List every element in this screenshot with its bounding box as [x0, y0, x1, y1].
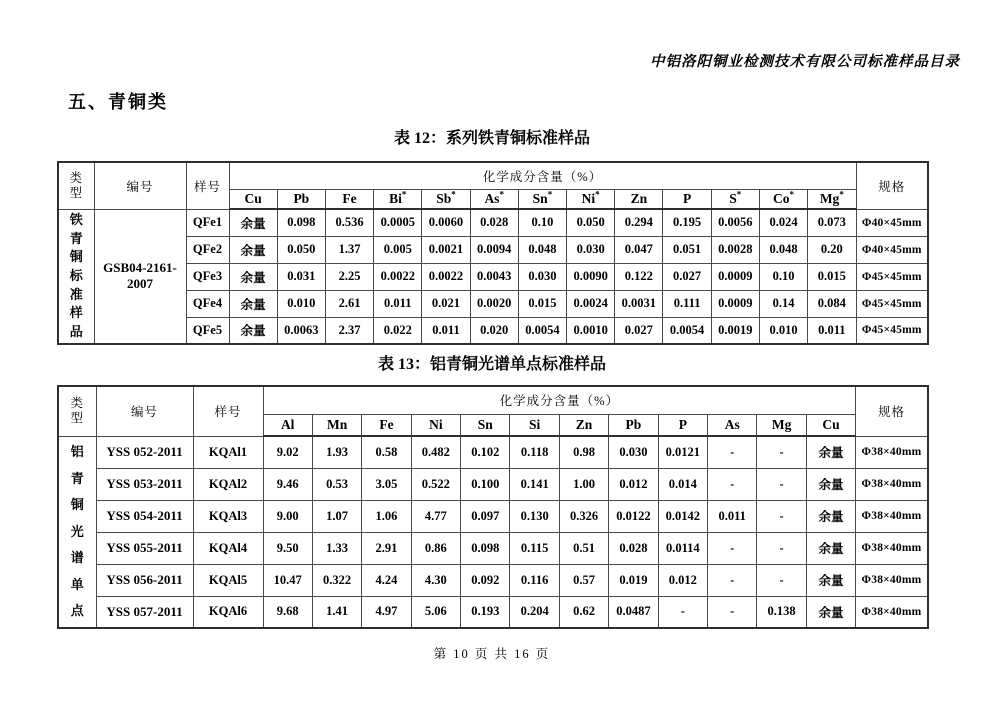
value-cell: 10.47 — [263, 564, 312, 596]
value-cell: 0.0054 — [663, 317, 711, 344]
value-cell: 0.20 — [808, 236, 856, 263]
value-cell: 0.019 — [609, 564, 658, 596]
value-cell: 9.46 — [263, 468, 312, 500]
section-title: 五、青铜类 — [68, 92, 168, 112]
value-cell: 余量 — [229, 263, 277, 290]
column-header-sn: Sn* — [518, 189, 566, 209]
code-cell: YSS 057-2011 — [96, 596, 193, 628]
value-cell: 0.111 — [663, 290, 711, 317]
value-cell: 0.027 — [663, 263, 711, 290]
value-cell: 0.014 — [658, 468, 707, 500]
value-cell: 余量 — [229, 317, 277, 344]
footnote-asterisk: * — [789, 189, 795, 200]
value-cell: 0.024 — [759, 209, 807, 236]
column-header-sample: 样号 — [193, 386, 263, 436]
footnote-asterisk: * — [401, 189, 407, 200]
value-cell: 0.012 — [658, 564, 707, 596]
value-cell: 0.536 — [325, 209, 373, 236]
column-header-as: As — [708, 414, 757, 436]
value-cell: 0.118 — [510, 436, 559, 468]
sample-cell: KQAl5 — [193, 564, 263, 596]
sample-cell: QFe5 — [186, 317, 229, 344]
column-header-si: Si — [510, 414, 559, 436]
table12-title: 表 12：系列铁青铜标准样品 — [393, 130, 590, 147]
value-cell: 0.084 — [808, 290, 856, 317]
code-cell: GSB04-2161-2007 — [94, 209, 186, 344]
value-cell: 0.86 — [411, 532, 460, 564]
value-cell: 1.00 — [559, 468, 608, 500]
value-cell: - — [658, 596, 707, 628]
code-cell: YSS 056-2011 — [96, 564, 193, 596]
value-cell: 0.011 — [374, 290, 422, 317]
column-header-type: 类 型 — [58, 162, 94, 209]
table13 — [57, 385, 929, 629]
value-cell: 0.0022 — [374, 263, 422, 290]
value-cell: 0.0090 — [567, 263, 615, 290]
spec-cell: Φ38×40mm — [856, 500, 928, 532]
value-cell: 0.011 — [422, 317, 470, 344]
value-cell: 0.027 — [615, 317, 663, 344]
column-header-pb: Pb — [277, 189, 325, 209]
spec-cell: Φ38×40mm — [856, 564, 928, 596]
value-cell: 0.0043 — [470, 263, 518, 290]
value-cell: 0.073 — [808, 209, 856, 236]
column-header-zn: Zn — [615, 189, 663, 209]
column-header-bi: Bi* — [374, 189, 422, 209]
value-cell: 1.06 — [362, 500, 411, 532]
column-header-pb: Pb — [609, 414, 658, 436]
code-cell: YSS 054-2011 — [96, 500, 193, 532]
value-cell: 0.0060 — [422, 209, 470, 236]
value-cell: 0.193 — [461, 596, 510, 628]
value-cell: 余量 — [229, 290, 277, 317]
code-cell: YSS 052-2011 — [96, 436, 193, 468]
table-row — [58, 290, 928, 317]
value-cell: 余量 — [806, 468, 855, 500]
value-cell: 2.37 — [325, 317, 373, 344]
value-cell: 0.0121 — [658, 436, 707, 468]
column-header-spec: 规格 — [856, 386, 928, 436]
value-cell: 0.012 — [609, 468, 658, 500]
value-cell: 余量 — [229, 236, 277, 263]
sample-cell: KQAl2 — [193, 468, 263, 500]
value-cell: 0.028 — [609, 532, 658, 564]
table-row — [58, 500, 928, 532]
value-cell: 1.41 — [312, 596, 361, 628]
value-cell: - — [708, 596, 757, 628]
value-cell: 4.24 — [362, 564, 411, 596]
value-cell: 1.37 — [325, 236, 373, 263]
value-cell: 0.010 — [277, 290, 325, 317]
value-cell: - — [757, 436, 806, 468]
value-cell: 0.0114 — [658, 532, 707, 564]
spec-cell: Φ45×45mm — [856, 290, 928, 317]
sample-cell: QFe1 — [186, 209, 229, 236]
column-header-as: As* — [470, 189, 518, 209]
value-cell: 0.015 — [518, 290, 566, 317]
value-cell: 4.77 — [411, 500, 460, 532]
table-row — [58, 468, 928, 500]
value-cell: 余量 — [806, 596, 855, 628]
value-cell: 0.097 — [461, 500, 510, 532]
value-cell: 0.030 — [518, 263, 566, 290]
value-cell: 0.122 — [615, 263, 663, 290]
value-cell: 0.58 — [362, 436, 411, 468]
value-cell: 0.57 — [559, 564, 608, 596]
column-header-spec: 规格 — [856, 162, 928, 209]
spec-cell: Φ45×45mm — [856, 263, 928, 290]
value-cell: 0.138 — [757, 596, 806, 628]
value-cell: 0.098 — [277, 209, 325, 236]
value-cell: 0.031 — [277, 263, 325, 290]
value-cell: 0.015 — [808, 263, 856, 290]
column-header-mg: Mg* — [808, 189, 856, 209]
value-cell: 0.005 — [374, 236, 422, 263]
value-cell: 余量 — [806, 436, 855, 468]
value-cell: - — [708, 564, 757, 596]
table-row — [58, 236, 928, 263]
value-cell: 0.0010 — [567, 317, 615, 344]
value-cell: 0.098 — [461, 532, 510, 564]
column-header-code: 编号 — [96, 386, 193, 436]
value-cell: 0.092 — [461, 564, 510, 596]
table-row — [58, 564, 928, 596]
sample-cell: QFe4 — [186, 290, 229, 317]
value-cell: 0.0022 — [422, 263, 470, 290]
value-cell: 0.048 — [518, 236, 566, 263]
value-cell: 0.322 — [312, 564, 361, 596]
value-cell: 0.0019 — [711, 317, 759, 344]
value-cell: 9.02 — [263, 436, 312, 468]
header-row — [58, 386, 928, 414]
value-cell: 0.522 — [411, 468, 460, 500]
spec-cell: Φ38×40mm — [856, 468, 928, 500]
value-cell: 0.010 — [759, 317, 807, 344]
value-cell: 0.0094 — [470, 236, 518, 263]
sample-cell: KQAl6 — [193, 596, 263, 628]
value-cell: 0.141 — [510, 468, 559, 500]
value-cell: - — [757, 468, 806, 500]
table-row — [58, 209, 928, 236]
value-cell: - — [708, 468, 757, 500]
value-cell: 0.204 — [510, 596, 559, 628]
doc-header-title: 中铝洛阳铜业检测技术有限公司标准样品目录 — [650, 54, 960, 70]
column-header-ni: Ni — [411, 414, 460, 436]
value-cell: 0.10 — [518, 209, 566, 236]
value-cell: 0.0122 — [609, 500, 658, 532]
value-cell: 0.021 — [422, 290, 470, 317]
value-cell: 0.0031 — [615, 290, 663, 317]
value-cell: 0.98 — [559, 436, 608, 468]
value-cell: 余量 — [806, 532, 855, 564]
value-cell: 4.97 — [362, 596, 411, 628]
value-cell: 0.0054 — [518, 317, 566, 344]
table-row — [58, 532, 928, 564]
value-cell: 0.326 — [559, 500, 608, 532]
value-cell: 0.0028 — [711, 236, 759, 263]
value-cell: 0.0142 — [658, 500, 707, 532]
header-row — [58, 162, 928, 189]
column-header-sb: Sb* — [422, 189, 470, 209]
spec-cell: Φ38×40mm — [856, 596, 928, 628]
table12-body — [58, 209, 928, 344]
column-header-code: 编号 — [94, 162, 186, 209]
value-cell: - — [708, 436, 757, 468]
value-cell: 余量 — [229, 209, 277, 236]
value-cell: 0.130 — [510, 500, 559, 532]
page-footer: 第 10 页 共 16 页 — [433, 647, 551, 661]
sample-cell: KQAl3 — [193, 500, 263, 532]
value-cell: 5.06 — [411, 596, 460, 628]
footnote-asterisk: * — [499, 189, 504, 200]
value-cell: 0.62 — [559, 596, 608, 628]
value-cell: 0.0056 — [711, 209, 759, 236]
value-cell: 0.51 — [559, 532, 608, 564]
value-cell: 0.53 — [312, 468, 361, 500]
value-cell: 0.0487 — [609, 596, 658, 628]
column-header-p: P — [658, 414, 707, 436]
value-cell: 0.10 — [759, 263, 807, 290]
column-header-cu: Cu — [806, 414, 855, 436]
value-cell: - — [757, 500, 806, 532]
value-cell: 0.050 — [277, 236, 325, 263]
spec-cell: Φ40×45mm — [856, 209, 928, 236]
column-header-type: 类 型 — [58, 386, 96, 436]
value-cell: 0.011 — [708, 500, 757, 532]
column-header-p: P — [663, 189, 711, 209]
value-cell: 0.294 — [615, 209, 663, 236]
column-header-al: Al — [263, 414, 312, 436]
value-cell: 0.0024 — [567, 290, 615, 317]
value-cell: 9.00 — [263, 500, 312, 532]
column-header-cu: Cu — [229, 189, 277, 209]
column-header-mn: Mn — [312, 414, 361, 436]
value-cell: 2.61 — [325, 290, 373, 317]
value-cell: 0.116 — [510, 564, 559, 596]
table12 — [57, 161, 929, 345]
table-row — [58, 317, 928, 344]
value-cell: 0.482 — [411, 436, 460, 468]
spec-cell: Φ40×45mm — [856, 236, 928, 263]
value-cell: 0.195 — [663, 209, 711, 236]
column-header-fe: Fe — [325, 189, 373, 209]
table13-title: 表 13：铝青铜光谱单点标准样品 — [377, 356, 606, 373]
column-header-sample: 样号 — [186, 162, 229, 209]
type-cell: 铝 青 铜 光 谱 单 点 — [58, 436, 96, 628]
footnote-asterisk: * — [451, 189, 456, 200]
spec-cell: Φ38×40mm — [856, 532, 928, 564]
value-cell: - — [708, 532, 757, 564]
value-cell: 余量 — [806, 564, 855, 596]
value-cell: 1.33 — [312, 532, 361, 564]
column-header-s: S* — [711, 189, 759, 209]
footnote-asterisk: * — [839, 189, 844, 200]
value-cell: 0.020 — [470, 317, 518, 344]
value-cell: 0.100 — [461, 468, 510, 500]
footnote-asterisk: * — [736, 189, 742, 200]
column-header-fe: Fe — [362, 414, 411, 436]
value-cell: 0.0021 — [422, 236, 470, 263]
value-cell: 4.30 — [411, 564, 460, 596]
value-cell: 0.028 — [470, 209, 518, 236]
column-header-ni: Ni* — [567, 189, 615, 209]
column-header-sn: Sn — [461, 414, 510, 436]
value-cell: 9.50 — [263, 532, 312, 564]
value-cell: 余量 — [806, 500, 855, 532]
value-cell: 2.25 — [325, 263, 373, 290]
sample-cell: QFe3 — [186, 263, 229, 290]
value-cell: 9.68 — [263, 596, 312, 628]
value-cell: 0.115 — [510, 532, 559, 564]
table12-head — [58, 162, 928, 209]
page-content — [57, 128, 927, 662]
value-cell: 0.051 — [663, 236, 711, 263]
table13-head — [58, 386, 928, 436]
value-cell: 0.0020 — [470, 290, 518, 317]
table-row — [58, 596, 928, 628]
value-cell: 0.030 — [609, 436, 658, 468]
value-cell: 2.91 — [362, 532, 411, 564]
footnote-asterisk: * — [595, 189, 600, 200]
value-cell: - — [757, 564, 806, 596]
value-cell: 1.07 — [312, 500, 361, 532]
sample-cell: KQAl4 — [193, 532, 263, 564]
value-cell: 0.0009 — [711, 263, 759, 290]
column-header-co: Co* — [759, 189, 807, 209]
sample-cell: KQAl1 — [193, 436, 263, 468]
value-cell: 0.0005 — [374, 209, 422, 236]
sample-cell: QFe2 — [186, 236, 229, 263]
value-cell: 0.0009 — [711, 290, 759, 317]
spec-cell: Φ45×45mm — [856, 317, 928, 344]
code-cell: YSS 053-2011 — [96, 468, 193, 500]
value-cell: 3.05 — [362, 468, 411, 500]
table13-body — [58, 436, 928, 628]
table-row — [58, 263, 928, 290]
value-cell: 0.0063 — [277, 317, 325, 344]
column-header-composition: 化学成分含量（%） — [263, 386, 856, 414]
value-cell: 0.050 — [567, 209, 615, 236]
value-cell: 1.93 — [312, 436, 361, 468]
column-header-mg: Mg — [757, 414, 806, 436]
value-cell: 0.048 — [759, 236, 807, 263]
column-header-zn: Zn — [559, 414, 608, 436]
value-cell: 0.022 — [374, 317, 422, 344]
value-cell: 0.14 — [759, 290, 807, 317]
type-cell: 铁 青 铜 标 准 样 品 — [58, 209, 94, 344]
value-cell: 0.047 — [615, 236, 663, 263]
value-cell: 0.011 — [808, 317, 856, 344]
value-cell: 0.030 — [567, 236, 615, 263]
table-row — [58, 436, 928, 468]
column-header-composition: 化学成分含量（%） — [229, 162, 856, 189]
spec-cell: Φ38×40mm — [856, 436, 928, 468]
footnote-asterisk: * — [547, 189, 553, 200]
value-cell: - — [757, 532, 806, 564]
code-cell: YSS 055-2011 — [96, 532, 193, 564]
value-cell: 0.102 — [461, 436, 510, 468]
